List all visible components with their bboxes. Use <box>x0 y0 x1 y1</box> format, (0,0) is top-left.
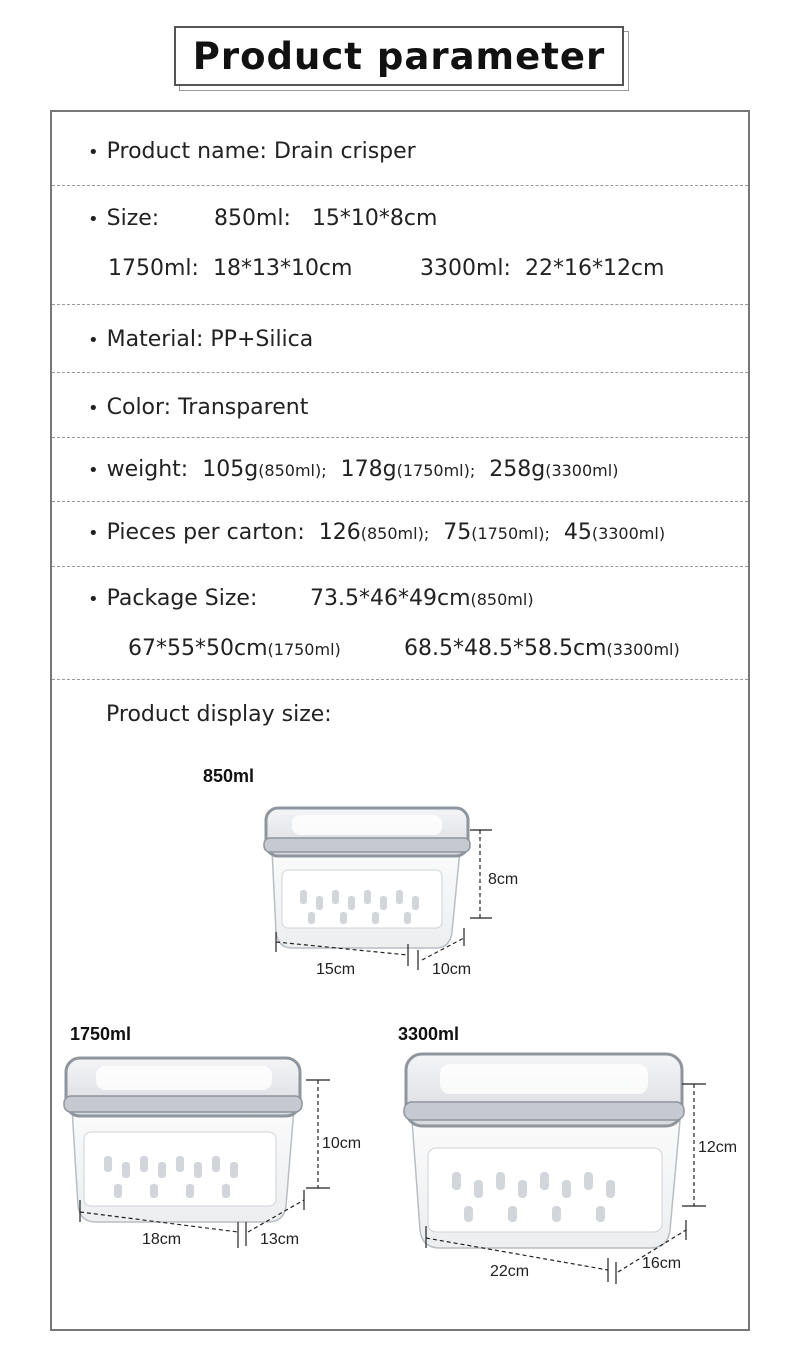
weight-850-unit: (850ml) <box>258 461 322 480</box>
package-850-unit: (850ml) <box>470 590 534 609</box>
size-3300-label: 3300ml: <box>420 256 511 281</box>
dim-3300-height: 12cm <box>698 1139 738 1156</box>
container-1750-image <box>64 1058 302 1222</box>
package-1750-unit: (1750ml) <box>267 640 341 659</box>
package-3300: 68.5*48.5*58.5cm <box>404 636 607 661</box>
pieces-3300-unit: (3300ml) <box>591 524 666 543</box>
product-name-text: Product name: Drain crisper <box>106 139 416 164</box>
dim-850-width: 10cm <box>432 961 472 978</box>
material-text: Material: PP+Silica <box>106 327 314 352</box>
dim-1750-width: 13cm <box>260 1231 300 1248</box>
dim-1750-length: 18cm <box>142 1231 182 1248</box>
capacity-label-3300: 3300ml <box>398 1024 460 1044</box>
size-850-value: 15*10*8cm <box>311 206 438 231</box>
separator: ; <box>423 524 430 543</box>
weight-3300-unit: (3300ml) <box>545 461 619 480</box>
bullet: • <box>88 330 99 351</box>
weight-1750-unit: (1750ml) <box>396 461 470 480</box>
package-label: Package Size: <box>106 586 258 611</box>
pieces-1750: 75 <box>443 520 472 545</box>
display-size-label: Product display size: <box>106 702 332 727</box>
size-1750-label: 1750ml: <box>108 256 199 281</box>
container-3300-image <box>404 1054 684 1248</box>
pieces-850-unit: (850ml) <box>360 524 424 543</box>
bullet: • <box>88 398 99 419</box>
dim-3300-width: 16cm <box>642 1255 682 1272</box>
capacity-label-1750: 1750ml <box>70 1024 132 1044</box>
dim-1750-height: 10cm <box>322 1135 362 1152</box>
separator: ; <box>544 524 550 543</box>
page-title: Product parameter <box>192 34 606 78</box>
size-850-label: 850ml: <box>214 206 291 231</box>
separator: ; <box>321 461 327 480</box>
size-1750-value: 18*13*10cm <box>212 256 353 281</box>
pieces-850: 126 <box>318 520 361 545</box>
pieces-1750-unit: (1750ml) <box>471 524 545 543</box>
pieces-label: Pieces per carton: <box>106 520 305 545</box>
dim-3300-length: 22cm <box>490 1263 530 1280</box>
weight-1750: 178g <box>340 457 397 482</box>
capacity-label-850: 850ml <box>203 766 255 786</box>
package-850: 73.5*46*49cm <box>310 586 471 611</box>
bullet: • <box>88 523 99 544</box>
bullet: • <box>88 142 99 163</box>
bullet: • <box>88 209 99 230</box>
dim-850-height: 8cm <box>488 871 519 888</box>
weight-label: weight: <box>106 457 189 482</box>
bullet: • <box>88 589 99 610</box>
size-3300-value: 22*16*12cm <box>524 256 665 281</box>
weight-850: 105g <box>202 457 259 482</box>
container-850-image <box>264 808 470 948</box>
package-3300-unit: (3300ml) <box>606 640 680 659</box>
size-label: Size: <box>106 206 160 231</box>
package-1750: 67*55*50cm <box>128 636 268 661</box>
color-text: Color: Transparent <box>106 395 309 420</box>
separator: ; <box>469 461 476 480</box>
pieces-3300: 45 <box>563 520 592 545</box>
weight-3300: 258g <box>489 457 546 482</box>
dim-850-length: 15cm <box>316 961 356 978</box>
bullet: • <box>88 460 99 481</box>
